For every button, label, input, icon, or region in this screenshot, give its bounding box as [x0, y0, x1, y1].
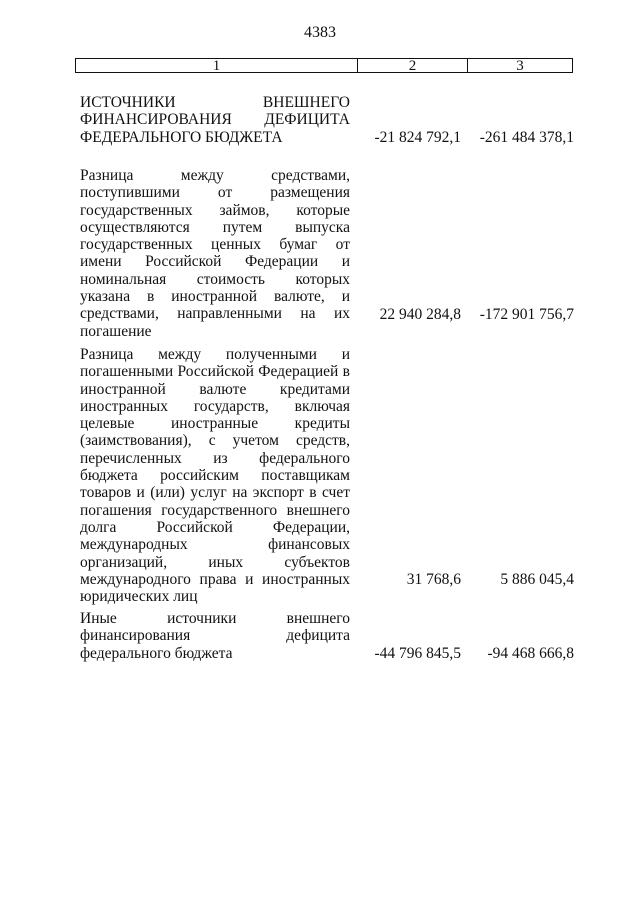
table-row	[80, 94, 574, 146]
row-value-col3: -261 484 378,1	[479, 128, 574, 146]
row-value-col2: 31 768,6	[406, 570, 461, 588]
table-row	[80, 167, 574, 340]
row-value-col2: -21 824 792,1	[374, 128, 461, 146]
row-value-col3: -172 901 756,7	[479, 305, 574, 323]
column-header-3: 3	[516, 58, 524, 74]
row-label: ИСТОЧНИКИ ВНЕШНЕГО ФИНАНСИРОВАНИЯ ДЕФИЦИТА ФЕДЕРАЛЬНОГО БЮДЖЕТА	[80, 94, 350, 146]
row-label: Разница между средствами, поступившими от размещения государственных займов, которые осуществляются путем выпуска государственных ценных бумаг от имени Российской Федерации и номинальная стоимость которых указана в иностранной валюте, и средствами, направленными на их погашение	[80, 167, 350, 340]
row-value-col2: 22 940 284,8	[379, 305, 461, 323]
column-header-2: 2	[358, 59, 468, 72]
column-header-1: 1	[76, 59, 358, 72]
row-value-col3: 5 886 045,4	[500, 570, 574, 588]
row-value-col2: -44 796 845,5	[374, 644, 461, 662]
row-value-col3: -94 468 666,8	[487, 644, 574, 662]
row-label: Иные источники внешнего финансирования дефицита федерального бюджета	[80, 610, 350, 662]
table-row	[80, 610, 574, 662]
column-header-row	[75, 58, 573, 73]
page-number: 4383	[304, 24, 336, 41]
row-label: Разница между полученными и погашенными Российской Федерацией в иностранной валюте кредитами иностранных государств, включая целевые иностранные кредиты (заимствования), с учетом средств, перечисленных из федерального бюджета российским поставщикам товаров и (или) услуг на экспорт в счет погашения государственного внешнего долга Российской Федерации, международных финансовых организаций, иных субъектов международного права и иностранных юридических лиц	[80, 346, 350, 606]
table-row	[80, 346, 574, 606]
